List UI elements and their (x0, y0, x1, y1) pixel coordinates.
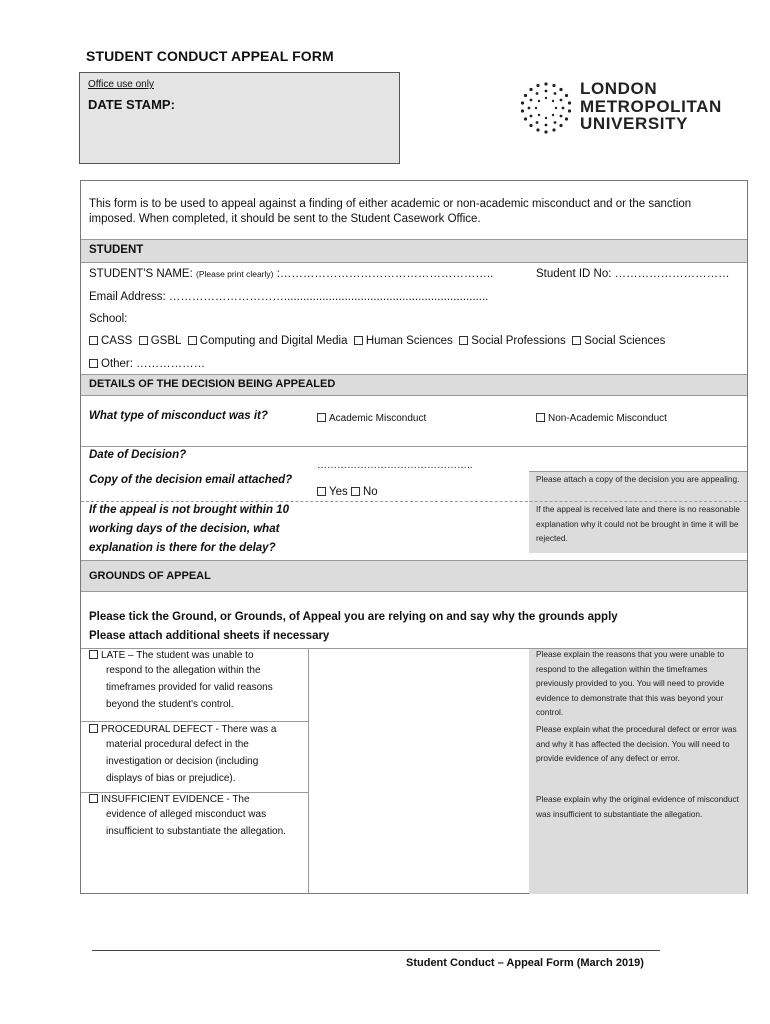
student-id-field[interactable]: Student ID No: ………………………… (536, 268, 730, 280)
ground-late-title[interactable]: LATE – The student was unable to (89, 650, 307, 661)
grounds-instruction-2: Please attach additional sheets if necessary (89, 630, 330, 642)
grounds-header-label: GROUNDS OF APPEAL (89, 570, 211, 582)
late-explanation-question: If the appeal is not brought within 10 working days of the decision, what explanation is there for the delay? (89, 504, 289, 554)
school-option-human-sciences[interactable]: Human Sciences (354, 335, 453, 347)
option-yes[interactable]: Yes (317, 486, 348, 498)
university-logo (518, 80, 748, 136)
checkbox-icon[interactable] (139, 336, 148, 345)
school-label: School: (89, 313, 128, 325)
student-name-dots: :……………………………………………….. (276, 268, 494, 280)
footer-divider (92, 950, 660, 951)
grounds-section-header (81, 561, 747, 591)
misconduct-type-question: What type of misconduct was it? (89, 410, 268, 422)
option-no[interactable]: No (351, 486, 378, 498)
logo-line-2: METROPOLITAN (580, 96, 722, 116)
student-name-hint: (Please print clearly) (196, 269, 274, 279)
ground-procedural-defect: PROCEDURAL DEFECT - There was a material procedural defect in the investigation or decision (including displays of bias or prejudice). (89, 724, 307, 787)
student-name-label: STUDENT'S NAME: (89, 268, 193, 280)
ground-procedural-explanation-input[interactable] (309, 722, 529, 792)
ground-late-note: Please explain the reasons that you were unable to respond to the allegation within the timeframes previously provided to you. You will need to provide evidence to demonstrate that this was beyond your control. (536, 649, 725, 717)
school-option-social-sciences[interactable]: Social Sciences (572, 335, 665, 347)
ground-insufficient-explanation-input[interactable] (309, 793, 529, 893)
school-option-other[interactable]: Other: ……………… (89, 358, 205, 370)
checkbox-icon[interactable] (459, 336, 468, 345)
ground-insufficient-title[interactable]: INSUFFICIENT EVIDENCE - The (89, 794, 307, 805)
ground-procedural-title[interactable]: PROCEDURAL DEFECT - There was a (89, 724, 307, 735)
option-academic-misconduct[interactable]: Academic Misconduct (317, 413, 426, 424)
date-of-decision-field[interactable]: ……………………………………….. (317, 460, 473, 471)
university-name (580, 80, 722, 133)
ground-insufficient-note: Please explain why the original evidence of misconduct was insufficient to substantiate the allegation. (536, 794, 739, 819)
checkbox-icon[interactable] (89, 359, 98, 368)
form-title: STUDENT CONDUCT APPEAL FORM (86, 48, 334, 64)
checkbox-icon[interactable] (188, 336, 197, 345)
ground-insufficient-evidence: INSUFFICIENT EVIDENCE - The evidence of alleged misconduct was insufficient to substantiate the allegation. (89, 794, 307, 840)
checkbox-icon[interactable] (89, 724, 98, 733)
ground-late: LATE – The student was unable to respond to the allegation within the timeframes provided for valid reasons beyond the student's control. (89, 650, 307, 713)
checkbox-icon[interactable] (572, 336, 581, 345)
details-header-label: DETAILS OF THE DECISION BEING APPEALED (89, 378, 336, 390)
checkbox-icon[interactable] (351, 487, 360, 496)
checkbox-icon[interactable] (317, 487, 326, 496)
checkbox-icon[interactable] (354, 336, 363, 345)
checkbox-icon[interactable] (89, 650, 98, 659)
checkbox-icon[interactable] (317, 413, 326, 422)
logo-line-3: UNIVERSITY (580, 114, 689, 133)
appeal-form (80, 180, 748, 894)
ground-late-explanation-input[interactable] (309, 649, 529, 721)
student-header-label: STUDENT (89, 244, 144, 256)
student-name-field[interactable] (89, 268, 493, 280)
checkbox-icon[interactable] (536, 413, 545, 422)
logo-line-1: LONDON (580, 79, 658, 98)
school-option-cass[interactable]: CASS (89, 335, 132, 347)
copy-attached-note: Please attach a copy of the decision you are appealing. (536, 474, 740, 484)
checkbox-icon[interactable] (89, 794, 98, 803)
footer-text: Student Conduct – Appeal Form (March 2019) (406, 957, 644, 969)
details-section-header (81, 375, 747, 395)
ground-procedural-note: Please explain what the procedural defect or error was and why it has affected the decision. You will need to provide evidence of any defect or error. (536, 724, 737, 763)
office-use-box (79, 72, 400, 164)
student-section-header (81, 240, 747, 262)
grounds-instruction-1: Please tick the Ground, or Grounds, of Appeal you are relying on and say why the grounds apply (89, 611, 618, 623)
date-stamp-label: DATE STAMP: (88, 97, 175, 112)
checkbox-icon[interactable] (89, 336, 98, 345)
dotted-circle-logo-icon (518, 80, 574, 136)
email-field[interactable]: Email Address: …………………………................................................................ (89, 291, 489, 303)
school-option-computing[interactable]: Computing and Digital Media (188, 335, 348, 347)
office-use-label: Office use only (88, 79, 154, 90)
school-option-gsbl[interactable]: GSBL (139, 335, 182, 347)
school-option-social-professions[interactable]: Social Professions (459, 335, 566, 347)
copy-attached-options (317, 486, 378, 498)
late-explanation-note: If the appeal is received late and there is no reasonable explanation why it could not be brought in time it will be rejected. (536, 504, 740, 543)
option-non-academic-misconduct[interactable]: Non-Academic Misconduct (536, 413, 667, 424)
intro-text: This form is to be used to appeal against a finding of either academic or non-academic misconduct and or the sanction imposed. When completed, it should be sent to the Student Casework Office. (89, 198, 692, 225)
school-options (89, 335, 665, 347)
date-of-decision-question: Date of Decision? (89, 449, 187, 461)
copy-attached-question: Copy of the decision email attached? (89, 474, 293, 486)
